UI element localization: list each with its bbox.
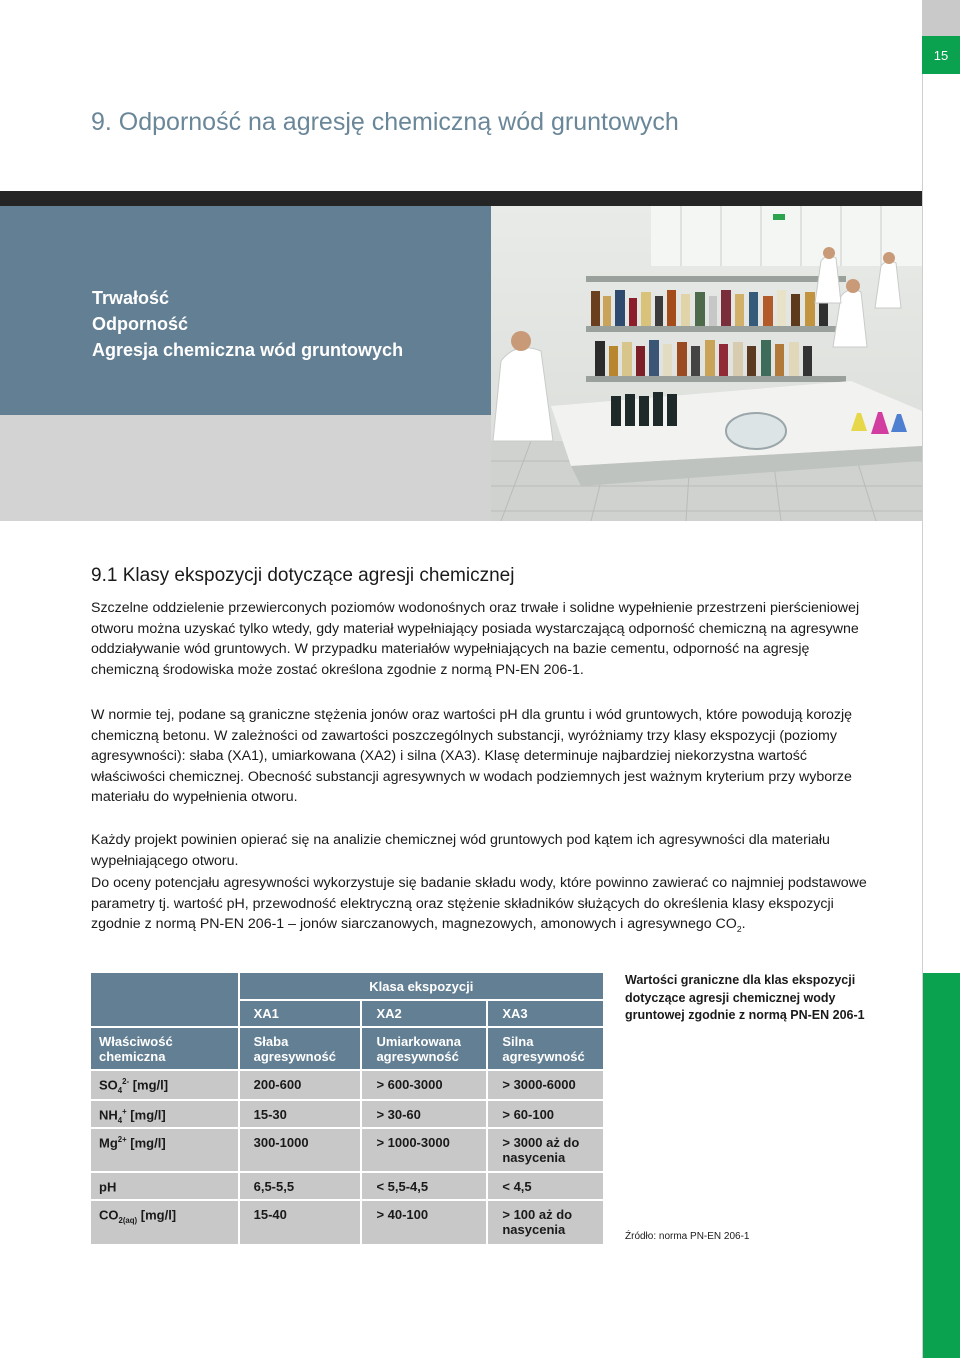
class-xa1: XA1: [239, 1000, 362, 1027]
table-cell: 15-40: [239, 1200, 362, 1244]
class-xa3: XA3: [487, 1000, 603, 1027]
row-label-text: SO: [99, 1077, 118, 1093]
table-header-property: Właściwość chemiczna: [91, 1027, 239, 1070]
edge-tab-gray: [922, 0, 960, 36]
row-label-unit: [mg/l]: [126, 1135, 166, 1151]
row-label-unit: [mg/l]: [129, 1077, 169, 1093]
topic-band-lower: [0, 415, 491, 521]
table-cell: 15-30: [239, 1100, 362, 1128]
paragraph-4-subscript: 2: [736, 923, 742, 934]
table-cell: > 3000 aż do nasycenia: [487, 1128, 603, 1172]
table-cell: > 600-3000: [361, 1070, 487, 1100]
paragraph-3: Każdy projekt powinien opierać się na analizie chemicznej wód gruntowych pod kątem ich agresywności dla materiału wypełniającego otworu.: [91, 832, 830, 869]
row-label-superscript: 2+: [117, 1135, 127, 1144]
laboratory-photo: [491, 206, 922, 521]
topic-line-3: Agresja chemiczna wód gruntowych: [92, 340, 404, 360]
paragraph-4-end: .: [741, 916, 746, 932]
row-label-superscript: +: [122, 1107, 127, 1116]
table-cell: > 40-100: [361, 1200, 487, 1244]
level-moderate: Umiarkowana agresywność: [361, 1027, 487, 1070]
table-row: [91, 1128, 603, 1172]
table-cell: > 100 aż do nasycenia: [487, 1200, 603, 1244]
row-label-unit: [mg/l]: [126, 1107, 166, 1123]
table-cell: 6,5-5,5: [239, 1172, 362, 1200]
exposure-class-table: [91, 973, 603, 1244]
table-cell: < 5,5-4,5: [361, 1172, 487, 1200]
row-label-nh4: [91, 1100, 239, 1128]
chapter-title: 9. Odporność na agresję chemiczną wód gruntowych: [91, 108, 679, 136]
table-header-exposure-class: Klasa ekspozycji: [239, 973, 603, 1000]
level-strong: Silna agresywność: [487, 1027, 603, 1070]
topic-line-2: Odporność: [92, 314, 189, 334]
page-number: 15: [922, 36, 960, 74]
table-row: [91, 1200, 603, 1244]
paragraph-4: [91, 873, 871, 939]
table-cell: < 4,5: [487, 1172, 603, 1200]
table-row: [91, 1172, 603, 1200]
row-label-subscript: 4: [117, 1085, 123, 1095]
paragraph-4-text: Do oceny potencjału agresywności wykorzystuje się badanie składu wody, które powinno zawierać co najmniej podstawowe parametry tj. wartość pH, przewodność elektryczną oraz stężenie składników służących do określenia klasy ekspozycji zgodnie z normą PN-EN 206-1 – jonów siarczanowych, magnezowych, amonowych i agresywnego CO: [91, 875, 867, 932]
row-label-ph: [91, 1172, 239, 1200]
row-label-text: CO: [99, 1207, 119, 1223]
table-caption: Wartości graniczne dla klas ekspozycji dotyczące agresji chemicznej wody gruntowej zgodnie z normą PN-EN 206-1: [625, 973, 865, 1022]
topic-list: [92, 285, 403, 363]
edge-tab-green: [923, 973, 960, 1358]
row-label-text: pH: [99, 1179, 117, 1195]
table-cell: > 1000-3000: [361, 1128, 487, 1172]
row-label-superscript: 2-: [122, 1077, 130, 1086]
header-divider-bar: [0, 191, 922, 206]
row-label-mg: [91, 1128, 239, 1172]
table-cell: > 30-60: [361, 1100, 487, 1128]
table-cell: 300-1000: [239, 1128, 362, 1172]
topic-line-1: Trwałość: [92, 288, 170, 308]
row-label-co2: [91, 1200, 239, 1244]
table-source: Źródło: norma PN-EN 206-1: [625, 1231, 750, 1242]
row-label-so4: [91, 1070, 239, 1100]
row-label-subscript: 4: [117, 1115, 123, 1125]
row-label-subscript: 2(aq): [118, 1215, 138, 1225]
section-title: 9.1 Klasy ekspozycji dotyczące agresji chemicznej: [91, 565, 515, 586]
paragraph-1: Szczelne oddzielenie przewierconych poziomów wodonośnych oraz trwałe i solidne wypełnienie przestrzeni pierścieniowej otworu można uzyskać tylko wtedy, gdy materiał wypełniający posiada wystarczającą odporność chemiczną na agresywne oddziaływanie wód gruntowych. W przypadku materiałów wypełniających na bazie cementu, odporność na agresję chemiczną środowiska może zostać określona zgodnie z normą PN-EN 206-1.: [91, 600, 860, 678]
row-label-text: Mg: [99, 1135, 118, 1151]
row-label-unit: [mg/l]: [137, 1207, 177, 1223]
table-cell: > 3000-6000: [487, 1070, 603, 1100]
level-weak: Słaba agresywność: [239, 1027, 362, 1070]
paragraph-2: W normie tej, podane są graniczne stężenia jonów oraz wartości pH dla gruntu i wód gruntowych, które powodują korozję chemiczną betonu. W zależności od zawartości poszczególnych substancji, wyróżniamy trzy klasy ekspozycji (poziomy agresywności): słaba (XA1), umiarkowana (XA2) i silna (XA3). Klasę determinuje najbardziej niekorzystna wartość właściwości chemicznej. Obecność substancji agresywnych w wodach podziemnych jest ważnym kryterium przy wyborze materiału do wypełnienia otworu.: [91, 707, 853, 805]
table-corner-cell-2: [91, 1000, 239, 1027]
table-row: [91, 1070, 603, 1100]
table-row: [91, 1100, 603, 1128]
row-label-text: NH: [99, 1107, 118, 1123]
table-cell: 200-600: [239, 1070, 362, 1100]
class-xa2: XA2: [361, 1000, 487, 1027]
table-corner-cell: [91, 973, 239, 1000]
table-cell: > 60-100: [487, 1100, 603, 1128]
